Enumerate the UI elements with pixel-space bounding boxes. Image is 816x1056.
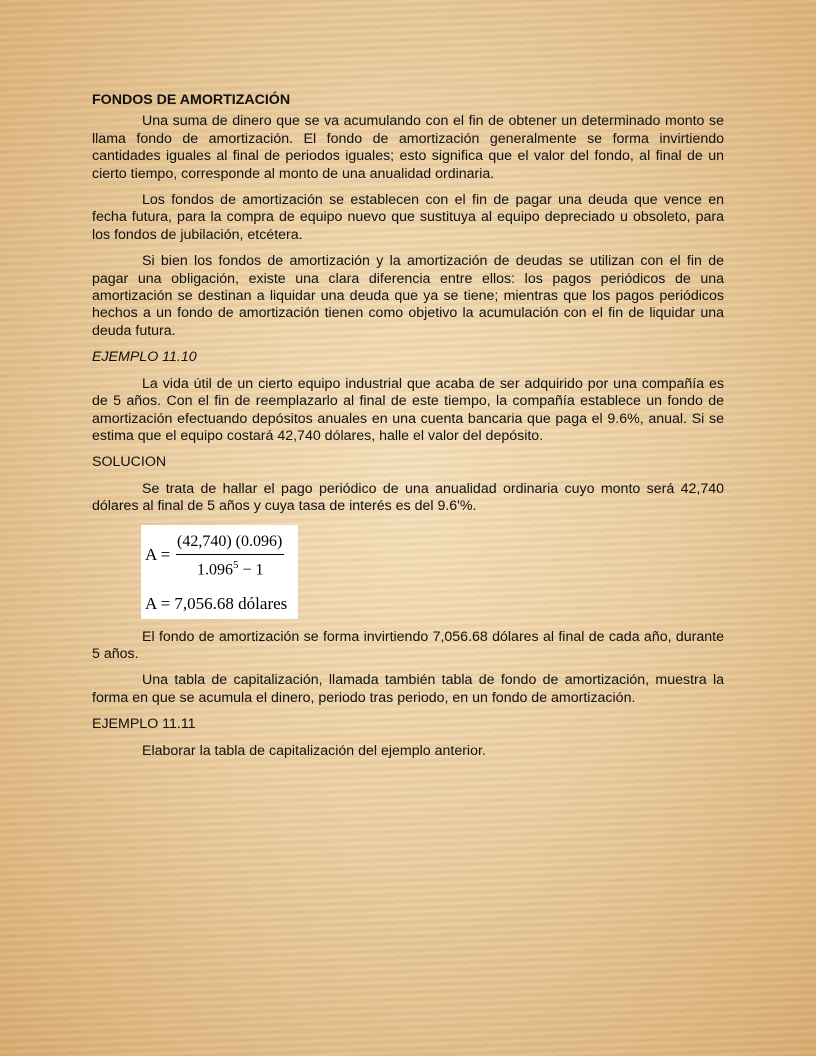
paragraph-difference: Si bien los fondos de amortización y la amortización de deudas se utilizan con el fin de pagar una obligación, existe una clara diferencia entre ellos: los pagos periódicos de una amortización se destinan a liquidar una deuda que ya se tiene; mientras que los pagos periódicos hechos a un fondo de amortización tienen como objetivo la acumulación con el fin de liquidar una deuda futura. xyxy=(92,253,724,339)
formula-image xyxy=(141,525,298,619)
document-page xyxy=(92,92,724,769)
formula-result: A = 7,056.68 dólares xyxy=(145,593,288,613)
denominator-rest: − 1 xyxy=(238,560,264,578)
page-title: FONDOS DE AMORTIZACIÓN xyxy=(92,92,291,108)
denominator-exponent: 5 xyxy=(233,558,239,571)
example-label-11-10: EJEMPLO 11.10 xyxy=(92,349,197,366)
fraction-bar xyxy=(176,554,284,556)
paragraph-definition: Una suma de dinero que se va acumulando con el fin de obtener un determinado monto se llama fondo de amortización. El fondo de amortización generalmente se forma invirtiendo cantidades iguales al final de periodos iguales; esto significa que el valor del fondo, al final de un cierto tiempo, corresponde al monto de una anualidad ordinaria. xyxy=(92,113,724,182)
solution-text: Se trata de hallar el pago periódico de una anualidad ordinaria cuyo monto será 42,740 dólares al final de 5 años y cuya tasa de interés es del 9.6'%. xyxy=(92,480,724,515)
paragraph-purpose: Los fondos de amortización se establecen con el fin de pagar una deuda que vence en fecha futura, para la compra de equipo nuevo que sustituya al equipo depreciado u obsoleto, para los fondos de jubilación, etcétera. xyxy=(92,192,724,243)
paragraph-result: El fondo de amortización se forma invirtiendo 7,056.68 dólares al final de cada año, durante 5 años. xyxy=(92,628,724,662)
formula-numerator: (42,740) (0.096) xyxy=(177,532,283,550)
example-text-11-10: La vida útil de un cierto equipo industrial que acaba de ser adquirido por una compañía es de 5 años. Con el fin de reemplazarlo al final de este tiempo, la compañía establece un fondo de amortización efectuando depósitos anuales en una cuenta bancaria que paga el 9.6%, anual. Si se estima que el equipo costará 42,740 dólares, halle el valor del depósito. xyxy=(92,375,724,444)
formula-denominator xyxy=(197,557,264,579)
paragraph-table-definition: Una tabla de capitalización, llamada también tabla de fondo de amortización, muestra la forma en que se acumula el dinero, periodo tras periodo, en un fondo de amortización. xyxy=(92,672,724,706)
example-text-11-11: Elaborar la tabla de capitalización del ejemplo anterior. xyxy=(142,742,486,759)
formula-lhs: A = xyxy=(145,544,171,564)
example-label-11-11: EJEMPLO 11.11 xyxy=(92,716,196,733)
solution-label: SOLUCION xyxy=(92,454,167,471)
denominator-base: 1.096 xyxy=(197,560,233,578)
